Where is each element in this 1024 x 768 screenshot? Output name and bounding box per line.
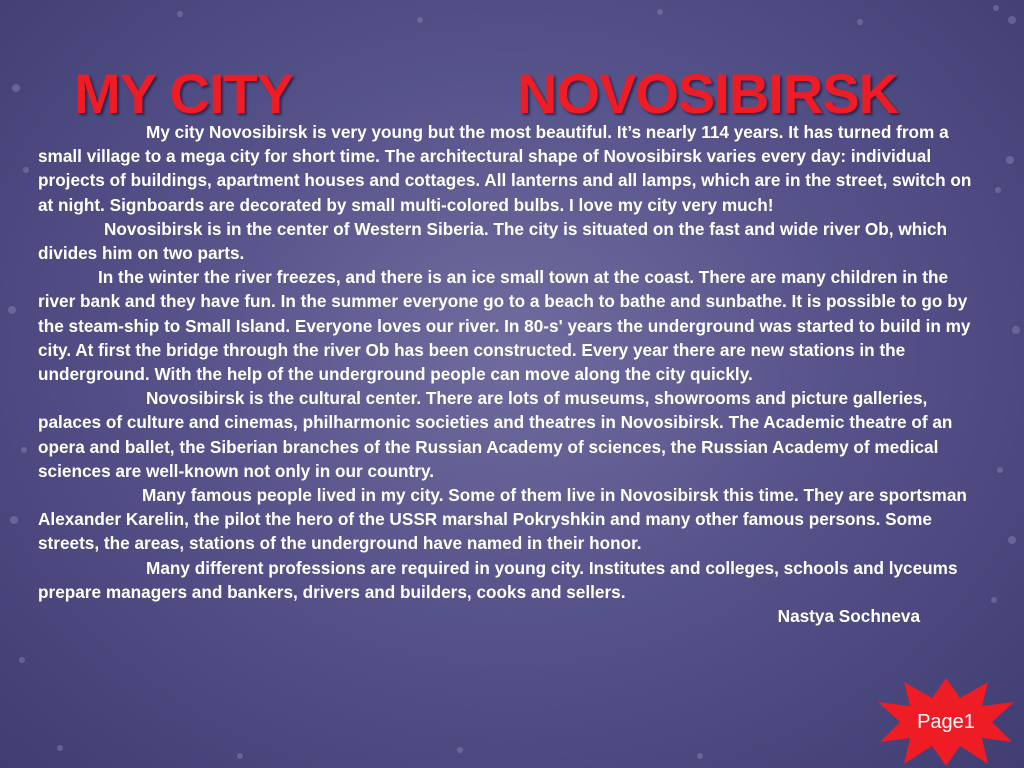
paragraph-young-city: My city Novosibirsk is very young but the most beautiful. It’s nearly 114 years. It has turned from a small village to a mega city for short time. The architectural shape of Novosibirsk varies every day: individual projects of buildings, apartment houses and cottages. All lanterns and all lamps, which are in the street, switch on at night. Signboards are decorated by small multi-colored bulbs. I love my city very much! <box>38 122 972 215</box>
paragraph-cultural-center: Novosibirsk is the cultural center. There are lots of museums, showrooms and picture galleries, palaces of culture and cinemas, philharmonic societies and theatres in Novosibirsk. The Academic theatre of an opera and ballet, the Siberian branches of the Russian Academy of sciences, the Russian Academy of medical sciences are well-known not only in our country. <box>38 388 953 481</box>
page-badge-button[interactable] <box>876 676 1016 768</box>
paragraph-famous-people: Many famous people lived in my city. Some of them live in Novosibirsk this time. They are sportsman Alexander Karelin, the pilot the hero of the USSR marshal Pokryshkin and many other famous persons. Some streets, the areas, stations of the underground have named in their honor. <box>38 485 967 554</box>
page-title-novosibirsk: NOVOSIBIRSK <box>517 62 899 125</box>
paragraph-river-and-underground: In the winter the river freezes, and there is an ice small town at the coast. There are many children in the river bank and they have fun. In the summer everyone go to a beach to bathe and sunbathe. It is possible to go by the steam-ship to Small Island. Everyone loves our river. In 80-s' years the underground was started to build in my city. At first the bridge through the river Ob has been constructed. Every year there are new stations in the underground. With the help of the underground people can move along the city quickly. <box>38 267 971 385</box>
paragraph-professions: Many different professions are required in young city. Institutes and colleges, schools and lyceums prepare managers and bankers, drivers and builders, cooks and sellers. <box>38 557 958 602</box>
paragraph-western-siberia: Novosibirsk is in the center of Western Siberia. The city is situated on the fast and wide river Ob, which divides him on two parts. <box>38 218 948 264</box>
page-badge-label: Page1 <box>917 711 975 733</box>
page-title-my-city: MY CITY <box>74 62 294 125</box>
essay-body <box>38 120 988 628</box>
author-signature: Nastya Sochneva <box>777 606 920 627</box>
